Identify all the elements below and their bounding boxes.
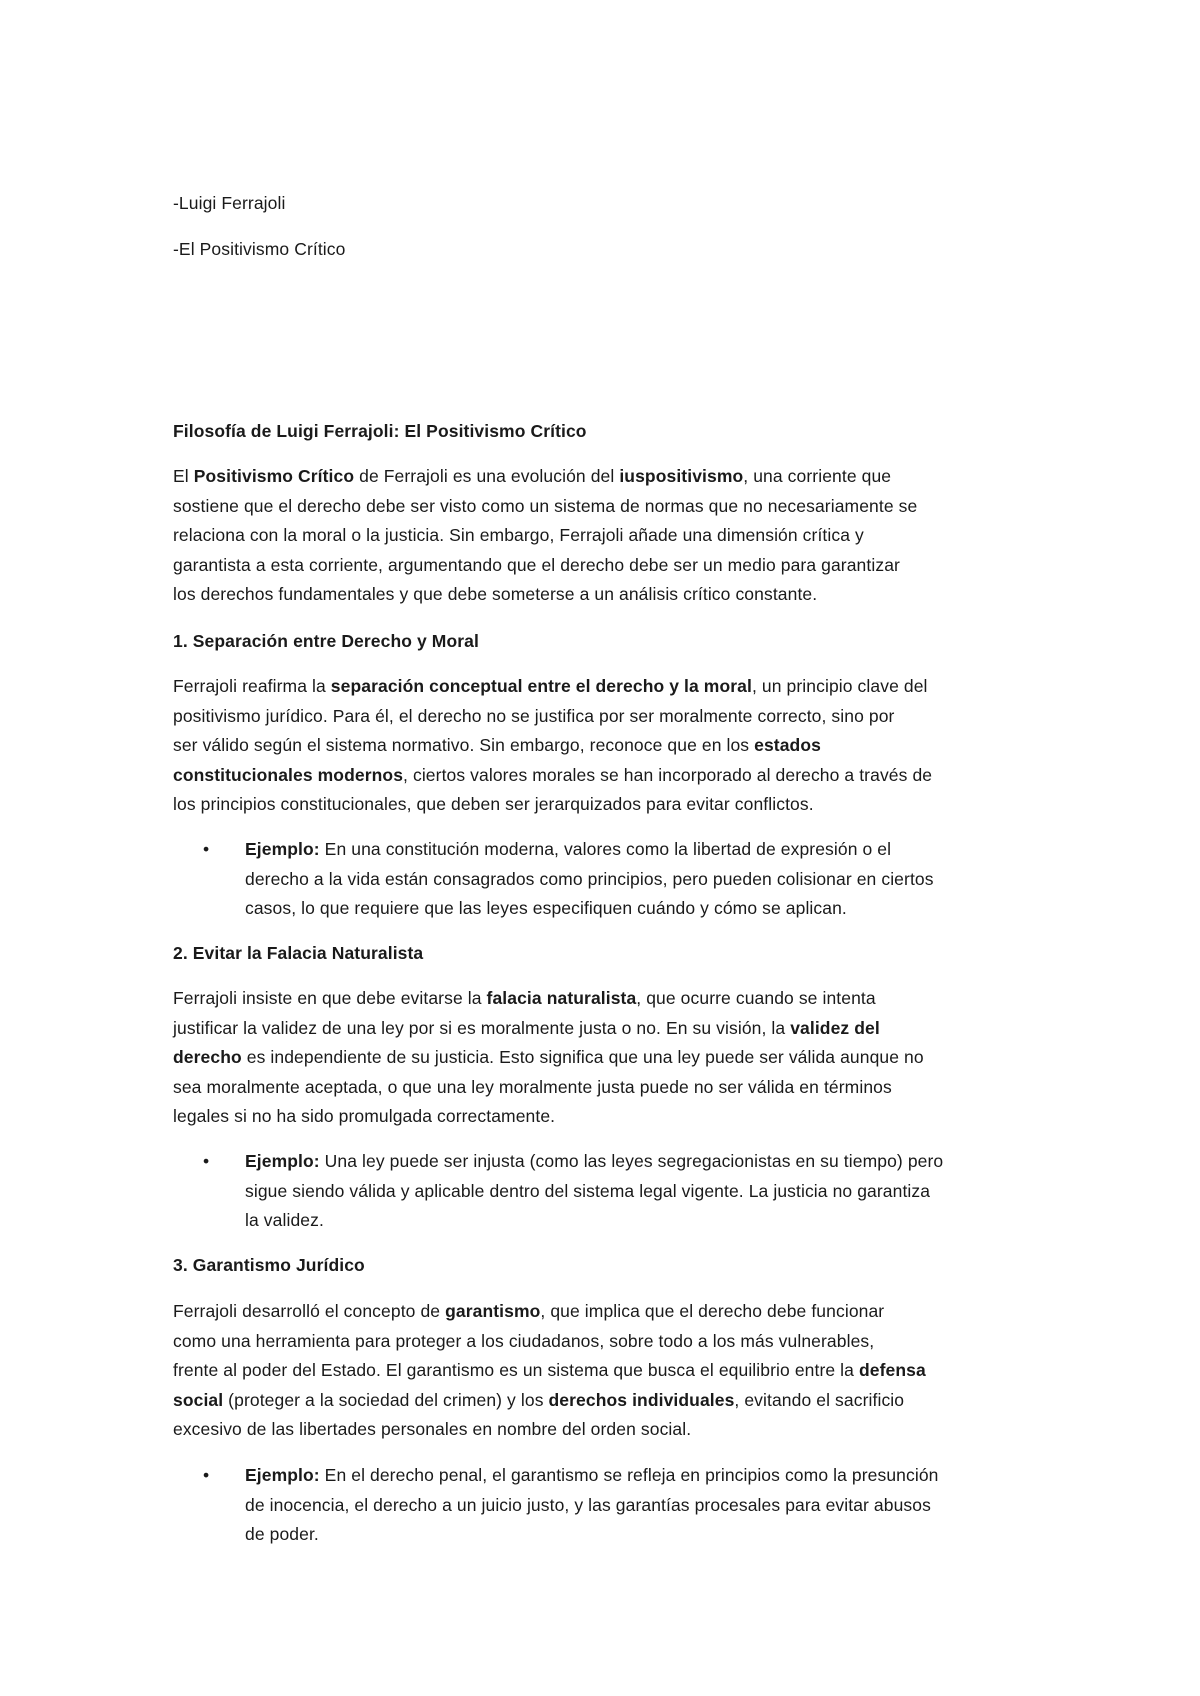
text-run: de inocencia, el derecho a un juicio justo, y las garantías procesales para evitar abusos: [245, 1494, 931, 1515]
text-run: garantista a esta corriente, argumentando que el derecho debe ser un medio para garantizar: [173, 554, 900, 575]
example-line: [245, 1209, 324, 1231]
text-run: justificar la validez de una ley por si es moralmente justa o no. En su visión, la: [173, 1017, 791, 1038]
text-run: legales si no ha sido promulgada correctamente.: [173, 1106, 556, 1126]
text-run: , que ocurre cuando se intenta: [636, 988, 876, 1008]
text-run: , una corriente que: [743, 466, 892, 486]
section-heading: 2. Evitar la Falacia Naturalista: [173, 943, 424, 963]
paragraph-line: [173, 1330, 874, 1352]
bold-term: Positivismo Crítico: [193, 466, 355, 486]
text-run: positivismo jurídico. Para él, el derecho no se justifica por ser moralmente correcto, sino por: [173, 705, 895, 726]
paragraph-line: [173, 793, 814, 815]
text-run: En el derecho penal, el garantismo se refleja en principios como la presunción: [319, 1465, 939, 1485]
text-run: , un principio clave del: [751, 676, 928, 696]
text-run: frente al poder del Estado. El garantismo es un sistema que busca el equilibrio entre la: [173, 1360, 859, 1380]
text-run: sostiene que el derecho debe ser visto como un sistema de normas que no necesariamente se: [173, 495, 918, 516]
example-line: [245, 1494, 931, 1516]
example-line: [245, 1180, 930, 1202]
paragraph-line: [173, 1076, 892, 1098]
paragraph-line: [173, 705, 894, 727]
bullet-icon: •: [203, 1151, 210, 1171]
bold-term: validez del: [790, 1017, 880, 1038]
paragraph-line: [173, 495, 917, 517]
text-run: En una constitución moderna, valores como la libertad de expresión o el: [319, 839, 892, 859]
text-run: los derechos fundamentales y que debe someterse a un análisis crítico constante.: [173, 584, 818, 604]
section-heading: 1. Separación entre Derecho y Moral: [173, 631, 479, 651]
bold-term: derechos individuales: [548, 1389, 735, 1410]
bold-term: garantismo: [445, 1301, 541, 1321]
paragraph-line: [173, 1359, 926, 1381]
example-line: [245, 868, 934, 890]
document-title: Filosofía de Luigi Ferrajoli: El Positivismo Crítico: [173, 421, 587, 441]
text-run: relaciona con la moral o la justicia. Sin embargo, Ferrajoli añade una dimensión crítica y: [173, 525, 864, 545]
text-run: derecho a la vida están consagrados como principios, pero pueden colisionar en ciertos: [245, 868, 934, 889]
bold-term: falacia naturalista: [486, 988, 637, 1008]
text-run: sea moralmente aceptada, o que una ley moralmente justa puede no ser válida en términos: [173, 1076, 892, 1097]
paragraph-line: [173, 764, 932, 786]
bold-term: Ejemplo:: [245, 839, 320, 859]
text-run: Ferrajoli desarrolló el concepto de: [173, 1301, 446, 1321]
bullet-icon: •: [203, 839, 210, 859]
text-run: es independiente de su justicia. Esto significa que una ley puede ser válida aunque no: [241, 1047, 924, 1067]
bullet-icon: •: [203, 1465, 210, 1485]
bold-term: separación conceptual entre el derecho y la moral: [330, 676, 752, 696]
text-run: ser válido según el sistema normativo. Sin embargo, reconoce que en los: [173, 735, 755, 755]
text-run: excesivo de las libertades personales en nombre del orden social.: [173, 1419, 692, 1439]
paragraph-line: [173, 1017, 880, 1039]
bold-term: social: [173, 1389, 224, 1410]
text-run: , evitando el sacrificio: [734, 1389, 905, 1410]
author-line: -Luigi Ferrajoli: [173, 193, 286, 213]
paragraph-line: [173, 583, 817, 605]
example-line: [245, 897, 847, 919]
paragraph-line: [173, 734, 821, 756]
paragraph-line: [173, 1105, 555, 1127]
paragraph-line: [173, 987, 876, 1009]
text-run: El: [173, 466, 194, 486]
example-line: [245, 1523, 319, 1545]
text-run: como una herramienta para proteger a los ciudadanos, sobre todo a los más vulnerables,: [173, 1330, 875, 1351]
text-run: de poder.: [245, 1524, 319, 1544]
document-page: [173, 0, 1053, 1696]
text-run: Ferrajoli reafirma la: [173, 676, 331, 696]
text-run: , que implica que el derecho debe funcionar: [540, 1301, 885, 1321]
text-run: la validez.: [245, 1210, 324, 1230]
text-run: sigue siendo válida y aplicable dentro del sistema legal vigente. La justicia no garantiza: [245, 1180, 931, 1201]
text-run: Ferrajoli insiste en que debe evitarse la: [173, 988, 487, 1008]
paragraph-line: [173, 1418, 691, 1440]
bold-term: constitucionales modernos: [173, 764, 404, 785]
bold-term: derecho: [173, 1047, 242, 1067]
text-run: casos, lo que requiere que las leyes especifiquen cuándo y cómo se aplican.: [245, 898, 847, 918]
example-line: [245, 1150, 943, 1172]
bold-term: Ejemplo:: [245, 1151, 320, 1171]
bold-term: estados: [754, 735, 821, 755]
text-run: (proteger a la sociedad del crimen) y los: [223, 1389, 549, 1410]
example-line: [245, 1464, 939, 1486]
text-run: los principios constitucionales, que deben ser jerarquizados para evitar conflictos.: [173, 794, 814, 814]
example-line: [245, 838, 891, 860]
text-run: Una ley puede ser injusta (como las leyes segregacionistas en su tiempo) pero: [319, 1151, 944, 1171]
paragraph-line: [173, 675, 928, 697]
paragraph-line: [173, 465, 891, 487]
topic-line: -El Positivismo Crítico: [173, 239, 346, 259]
paragraph-line: [173, 1046, 924, 1068]
text-run: de Ferrajoli es una evolución del: [354, 466, 620, 486]
bold-term: defensa: [858, 1360, 926, 1380]
bold-term: Ejemplo:: [245, 1465, 320, 1485]
paragraph-line: [173, 554, 900, 576]
text-run: , ciertos valores morales se han incorporado al derecho a través de: [403, 764, 933, 785]
paragraph-line: [173, 1300, 884, 1322]
section-heading: 3. Garantismo Jurídico: [173, 1255, 365, 1275]
bold-term: iuspositivismo: [619, 466, 744, 486]
paragraph-line: [173, 524, 864, 546]
paragraph-line: [173, 1389, 904, 1411]
